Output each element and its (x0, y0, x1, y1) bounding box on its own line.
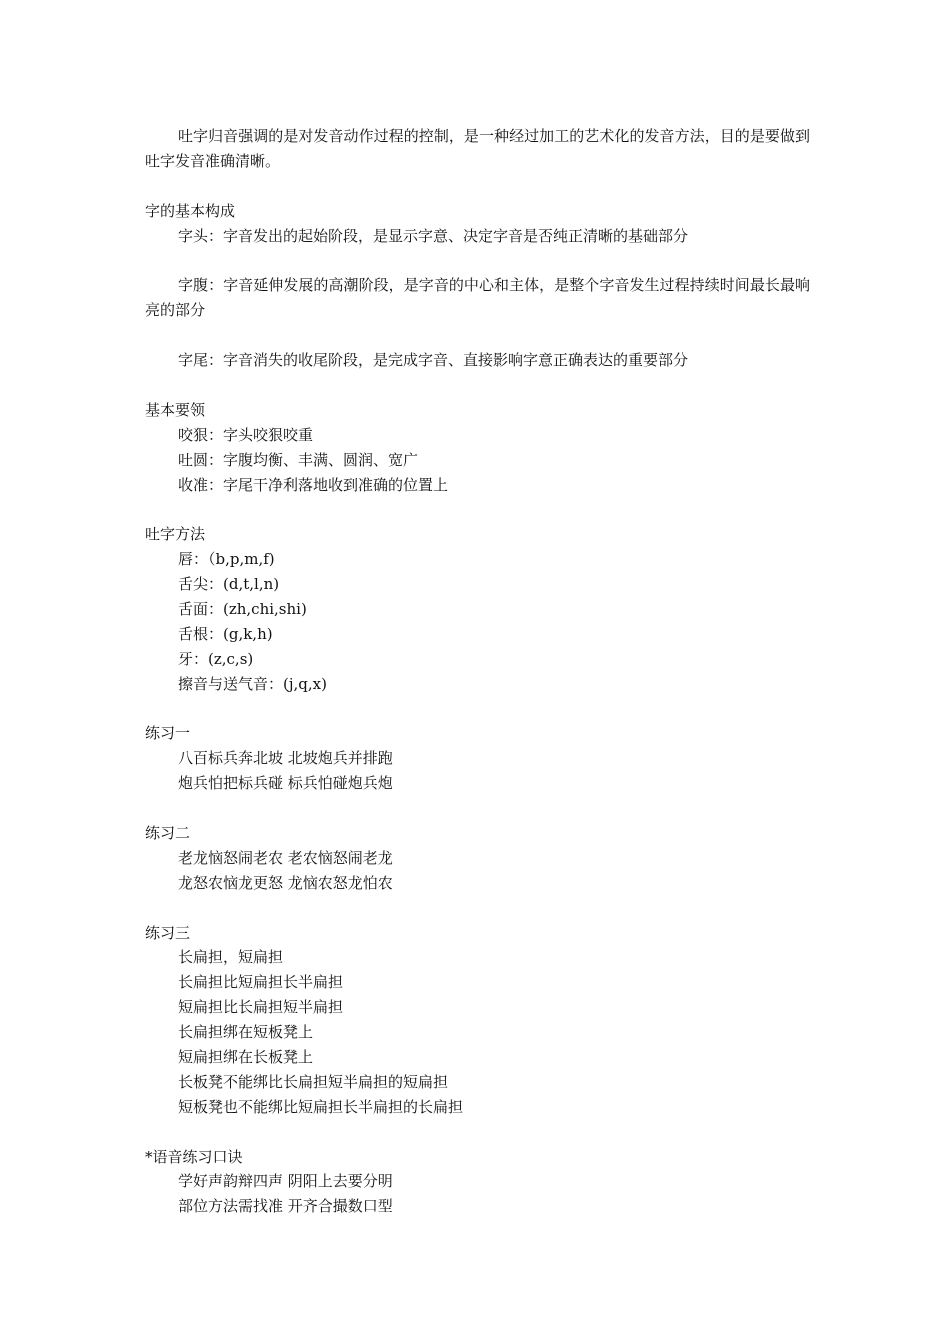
structure-heading: 字的基本构成 (145, 201, 236, 220)
structure-belly-item: 字腹：字音延伸发展的高潮阶段，是字音的中心和主体，是整个字音发生过程持续时间最长最响亮的部分 (145, 276, 810, 320)
essentials-item: 咬狠：字头咬狠咬重 (178, 425, 314, 444)
exercise3-item: 长板凳不能绑比长扁担短半扁担的短扁担 (178, 1072, 449, 1091)
structure-head-item: 字头：字音发出的起始阶段，是显示字意、决定字音是否纯正清晰的基础部分 (178, 226, 689, 245)
methods-item: 擦音与送气音：(j,q,x) (178, 674, 327, 693)
mnemonic-heading: *语音练习口诀 (145, 1147, 243, 1166)
methods-item: 牙：(z,c,s) (178, 649, 254, 668)
exercise3-item: 长扁担，短扁担 (178, 948, 284, 967)
methods-item: 唇：（b,p,m,f) (178, 550, 275, 569)
methods-heading: 吐字方法 (145, 525, 206, 544)
essentials-item: 收准：字尾干净利落地收到准确的位置上 (178, 475, 449, 494)
exercise2-item: 龙怒农恼龙更怒 龙恼农怒龙怕农 (178, 873, 393, 892)
methods-item: 舌根：(g,k,h) (178, 624, 273, 643)
spacer (145, 174, 810, 199)
methods-item: 舌尖：(d,t,l,n) (178, 575, 280, 594)
spacer (145, 796, 810, 821)
exercise2-item: 老龙恼怒闹老农 老农恼怒闹老龙 (178, 848, 393, 867)
methods-item: 舌面：(zh,chi,shi) (178, 599, 307, 618)
essentials-item: 吐圆：字腹均衡、丰满、圆润、宽广 (178, 450, 419, 469)
spacer (145, 248, 810, 273)
exercise3-item: 长扁担比短扁担长半扁担 (178, 973, 344, 992)
document-page (145, 124, 810, 1219)
spacer (145, 497, 810, 522)
essentials-heading: 基本要领 (145, 400, 206, 419)
spacer (145, 697, 810, 722)
intro-paragraph: 吐字归音强调的是对发音动作过程的控制，是一种经过加工的艺术化的发音方法，目的是要做到吐字发音准确清晰。 (145, 127, 810, 170)
exercise3-item: 短扁担比长扁担短半扁担 (178, 998, 344, 1017)
exercise1-item: 八百标兵奔北坡 北坡炮兵并排跑 (178, 749, 393, 768)
mnemonic-item: 学好声韵辩四声 阴阳上去要分明 (178, 1172, 393, 1191)
exercise3-item: 短扁担绑在长板凳上 (178, 1048, 314, 1067)
exercise1-item: 炮兵怕把标兵碰 标兵怕碰炮兵炮 (178, 774, 393, 793)
spacer (145, 1120, 810, 1145)
structure-tail-item: 字尾：字音消失的收尾阶段，是完成字音、直接影响字意正确表达的重要部分 (178, 351, 689, 370)
mnemonic-item: 部位方法需找准 开齐合撮数口型 (178, 1197, 393, 1216)
exercise1-heading: 练习一 (145, 724, 191, 743)
spacer (145, 323, 810, 348)
exercise3-heading: 练习三 (145, 923, 191, 942)
exercise2-heading: 练习二 (145, 824, 191, 842)
exercise3-item: 长扁担绑在短板凳上 (178, 1023, 314, 1042)
spacer (145, 896, 810, 921)
exercise3-item: 短板凳也不能绑比短扁担长半扁担的长扁担 (178, 1097, 464, 1116)
spacer (145, 373, 810, 398)
